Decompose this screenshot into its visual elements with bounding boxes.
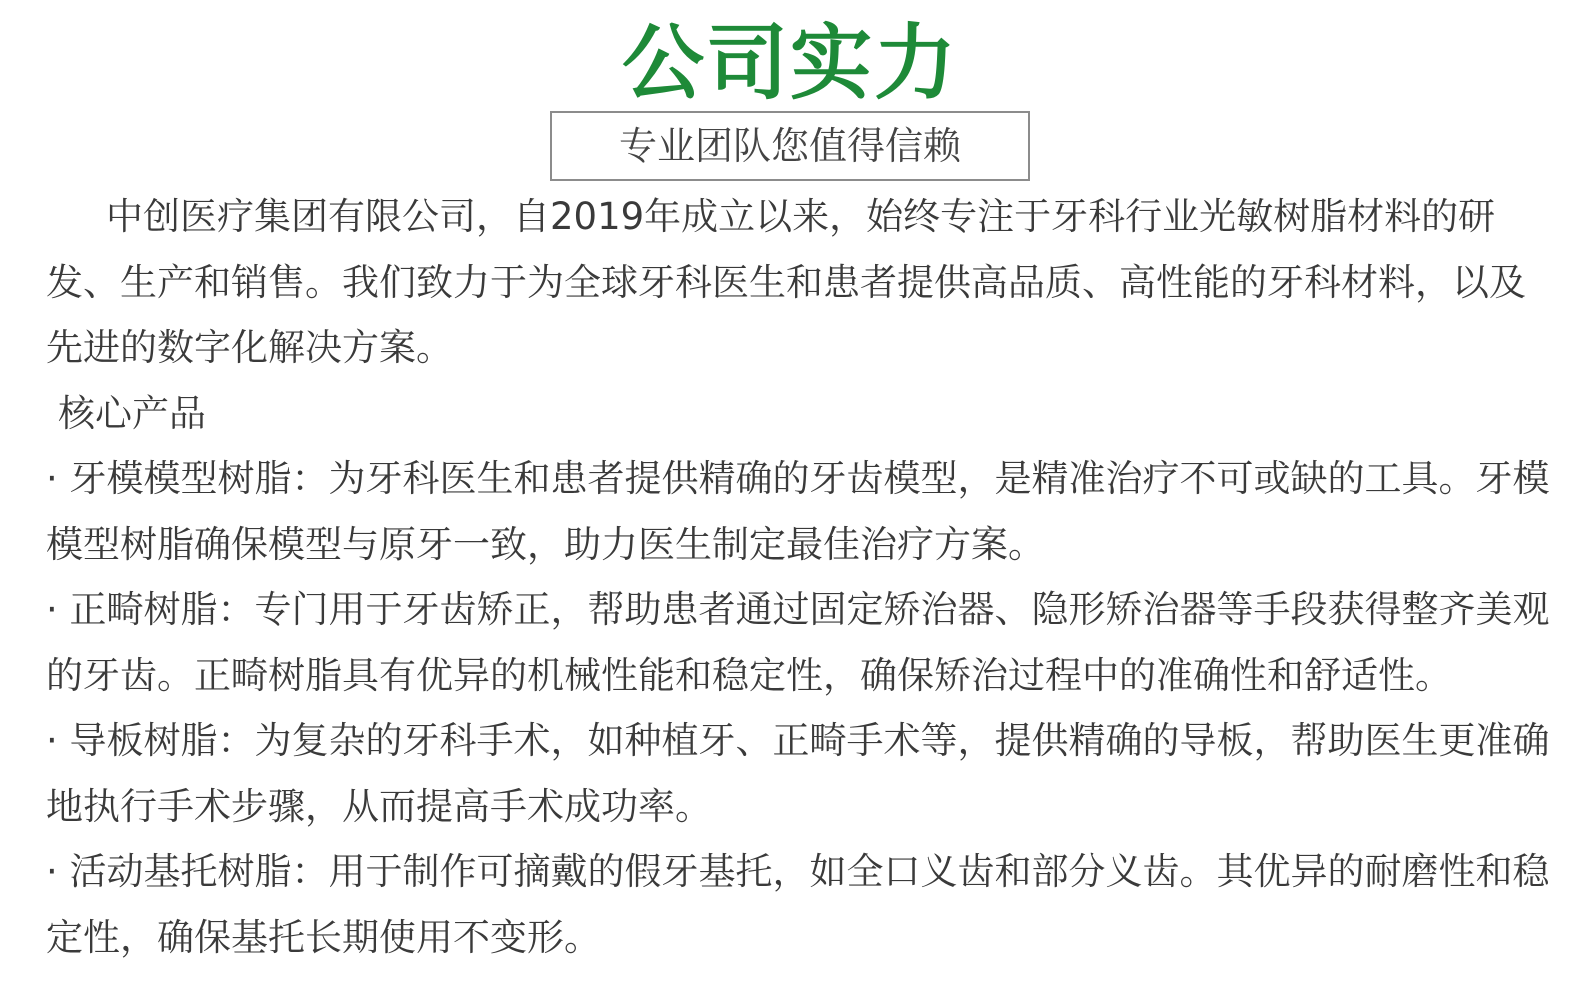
content-body xyxy=(46,184,1556,970)
product-item: · 牙模模型树脂：为牙科医生和患者提供精确的牙齿模型，是精准治疗不可或缺的工具。牙模模型树脂确保模型与原牙一致，助力医生制定最佳治疗方案。 xyxy=(46,457,1550,566)
products-heading: 核心产品 xyxy=(58,391,206,435)
subtitle-box: 专业团队您值得信赖 xyxy=(550,111,1030,181)
page-title: 公司实力 xyxy=(621,16,958,111)
intro-paragraph: 中创医疗集团有限公司，自2019年成立以来，始终专注于牙科行业光敏树脂材料的研发、生产和销售。我们致力于为全球牙科医生和患者提供高品质、高性能的牙科材料，以及先进的数字化解决方案。 xyxy=(46,195,1526,369)
product-item: · 导板树脂：为复杂的牙科手术，如种植牙、正畸手术等，提供精确的导板，帮助医生更准确地执行手术步骤，从而提高手术成功率。 xyxy=(46,719,1550,828)
product-item: · 活动基托树脂：用于制作可摘戴的假牙基托，如全口义齿和部分义齿。其优异的耐磨性和稳定性，确保基托长期使用不变形。 xyxy=(46,850,1550,959)
product-item: · 正畸树脂：专门用于牙齿矫正，帮助患者通过固定矫治器、隐形矫治器等手段获得整齐美观的牙齿。正畸树脂具有优异的机械性能和稳定性，确保矫治过程中的准确性和舒适性。 xyxy=(46,588,1550,697)
